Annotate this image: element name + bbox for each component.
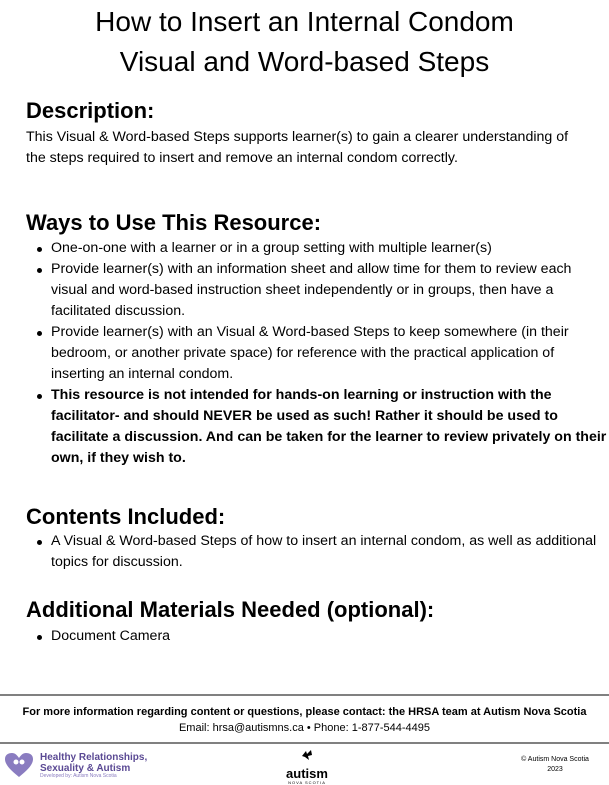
contents-list: [26, 531, 609, 573]
list-item: A Visual & Word-based Steps of how to insert an internal condom, as well as additional topics for discussion.: [51, 531, 609, 573]
description-text: This Visual & Word-based Steps supports learner(s) to gain a clearer understanding of the steps required to insert and remove an internal condom correctly.: [26, 129, 569, 166]
contents-heading: Contents Included:: [26, 504, 226, 529]
footer-bottom-divider: [0, 742, 609, 744]
warning-list-item: This resource is not intended for hands-on learning or instruction with the facilitator- and should NEVER be used as such! Rather it should be used to facilitate a discussion. And can be taken for the learner to review privately on their own, if they wish to.: [51, 385, 609, 469]
page-title: [0, 2, 609, 82]
footer-top-divider: [0, 694, 609, 696]
title-line-1: How to Insert an Internal Condom: [95, 6, 514, 37]
materials-heading: Additional Materials Needed (optional):: [26, 597, 435, 622]
list-item: Provide learner(s) with an Visual & Word-based Steps to keep somewhere (in their bedroom, or another private space) for reference with the practical application of inserting an internal condom.: [51, 322, 609, 385]
hrsa-logo-text: [40, 752, 180, 774]
puzzle-bird-icon: [300, 748, 314, 762]
contact-details: Email: hrsa@autismns.ca • Phone: 1-877-544-4495: [178, 722, 431, 734]
copyright-line-1: © Autism Nova Scotia: [521, 756, 589, 763]
description-heading: Description:: [26, 98, 155, 123]
autism-logo-name: autism: [286, 766, 328, 781]
list-item: Document Camera: [51, 626, 609, 647]
ways-heading: Ways to Use This Resource:: [26, 210, 322, 235]
copyright-year: 2023: [547, 766, 563, 773]
materials-list: [26, 626, 609, 647]
hrsa-logo-line-1: Healthy Relationships,: [40, 752, 148, 763]
list-item: One-on-one with a learner or in a group setting with multiple learner(s): [51, 238, 609, 259]
ways-list: [26, 238, 609, 469]
contact-line: For more information regarding content or questions, please contact: the HRSA team at Autism Nova Scotia: [22, 706, 587, 718]
hrsa-logo-line-2: Sexuality & Autism: [40, 763, 131, 774]
title-line-2: Visual and Word-based Steps: [119, 46, 490, 77]
autism-ns-logo: [279, 748, 335, 785]
autism-logo-sub: NOVA SCOTIA: [288, 780, 326, 785]
heart-icon: [4, 752, 34, 778]
list-item: Provide learner(s) with an information sheet and allow time for them to review each visual and word-based instruction sheet independently or in groups, then have a facilitated discussion.: [51, 259, 609, 322]
hrsa-logo-subtext: Developed by: Autism Nova Scotia: [40, 773, 117, 779]
copyright: [505, 755, 605, 775]
